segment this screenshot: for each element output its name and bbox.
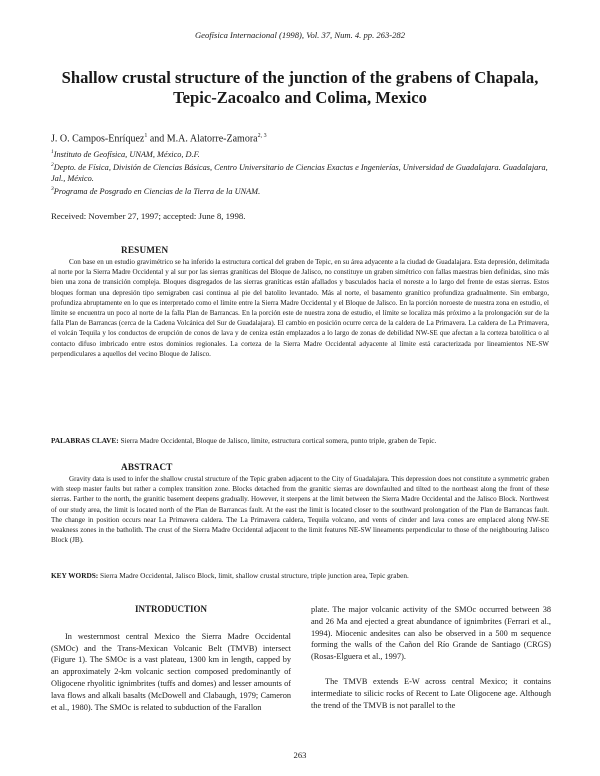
palabras-clave-text: Sierra Madre Occidental, Bloque de Jalisco, límite, estructura cortical somera, punto triple, graben de Tepic. — [118, 436, 437, 445]
abstract-heading: ABSTRACT — [121, 462, 173, 472]
author-1-affil: 1 — [144, 133, 148, 139]
affiliations — [51, 147, 551, 197]
resumen-heading: RESUMEN — [121, 245, 169, 255]
author-2: M.A. Alatorre-Zamora — [166, 133, 258, 145]
affiliation-3-num: 3 — [51, 186, 54, 193]
author-conjunction: and — [147, 133, 167, 145]
introduction-paragraph-1: In westernmost central Mexico the Sierra Madre Occidental (SMOc) and the Trans-Mexican Volcanic Belt (TMVB) intersect (Figure 1). The SMOc is a vast plateau, 1300 km in length, capped by an approximately 2-km volcanic section composed predominantly of Oligocene rhyolitic ignimbrites (tuffs and domes) and lesser amounts of lava flows and alkali basalts (McDowell and Clabaugh, 1979; Cameron et al., 1980). The SMOc is related to subduction of the Farallon — [51, 631, 291, 712]
palabras-clave-label: PALABRAS CLAVE: — [51, 436, 119, 445]
affiliation-1 — [51, 147, 551, 160]
affiliation-2-num: 2 — [51, 161, 54, 168]
resumen-text: Con base en un estudio gravimétrico se ha inferido la estructura cortical del graben de Tepic, en su área adyacente a la ciudad de Guadalajara. Esta depresión, delimitada al norte por la Sierra Madre Occidental y al sur por las sierras graníticas del Bloque de Jalisco, no constituye un graben simétrico con fallas maestras bien definidas, sino más bien una zona de transición compleja. Bloques disgregados de las sierras graníticas están afallados y basculados hacia el noreste a lo largo del frente de estas sierras. Estos bloques forman una depresión tipo semigraben casi continua al pie del batolito levantado. Más al norte, el basamento granítico profundiza gradualmente. Sin embargo, profundiza abruptamente en lo que es interpretado como el límite entre la Sierra Madre Occidental y el Bloque de Jalisco. En la porción noroeste de nuestra zona en estudio, el límite se encuentra un poco al norte de la falla Plan de Barrancas. En la porción este de nuestra zona de estudio, el límite se localiza más próximo a la prolongación sur de la falla Plan de Barrancas (cerca de la Cadena Volcánica del Sur de Guadalajara). El cambio en posición ocurre cerca de la caldera de La Primavera. La caldera de La Primavera, el volcán Tequila y los conductos de erupción de conos de lava y de ceniza están emplazados a lo largo de zonas de debilidad NW-SE que afectan a la corteza batolítica o al contacto difuso imbricado entre estos dominios regionales. La corteza de la Sierra Madre Occidental adyacente al límite está caracterizada por lineamientos NE-SW perpendiculares a aquellos del vecino Bloque de Jalisco. — [51, 258, 549, 358]
key-words-text: Sierra Madre Occidental, Jalisco Block, limit, shallow crustal structure, triple junction area, Tepic graben. — [98, 571, 409, 580]
page-number: 263 — [293, 750, 307, 760]
abstract-text: Gravity data is used to infer the shallow crustal structure of the Tepic graben adjacent to the City of Guadalajara. This depression does not constitute a symmetric graben with steep master faults but rather a complex transition zone. Blocks detached from the granitic sierras are downfaulted and tilted to the northeast along the front of these sierras. Farther to the north, the granitic basement deepens gradually. However, it steepens at the limit between the Sierra Madre Occidental and the Jalisco Block. Northwest of our study area, the limit is located north of the Plan de Barrancas fault. At the east the limit is located closer to the southward prolongation of the Plan de Barrancas fault. The change in position occurs near La Primavera caldera. The La Primavera caldera, Tequila volcano, and vents of cinder and lava cones are emplaced along NW-SE weakness zones in the batholith. The crust of the Sierra Madre Occidental adjacent to the limit features NE-SW lineaments perpendicular to those of the neighbouring Jalisco Block (JB). — [51, 475, 549, 545]
affiliation-2 — [51, 160, 551, 184]
introduction-paragraph-2: plate. The major volcanic activity of the SMOc occurred between 38 and 26 Ma and ejected a great abundance of ignimbrites (Ferrari et al., 1994). Miocenic andesites can also be observed in a 500 m sequence forming the walls of the Cañon del Río Grande de Santiago (CRGS) (Rosas-Elguera et al., 1997). — [311, 605, 551, 662]
author-line — [51, 133, 267, 144]
running-head: Geofísica Internacional (1998), Vol. 37, Num. 4. pp. 263-282 — [194, 30, 406, 40]
paper-title: Shallow crustal structure of the junction of the grabens of Chapala, Tepic-Zacoalco and Colima, Mexico — [61, 68, 539, 107]
author-2-affil: 2, 3 — [257, 133, 267, 139]
author-1: J. O. Campos-Enríquez — [51, 133, 145, 145]
affiliation-1-text: Instituto de Geofísica, UNAM, México, D.F. — [53, 149, 200, 159]
affiliation-2-text: Depto. de Física, División de Ciencias Básicas, Centro Universitario de Ciencias Exactas e Ingenierías, Universidad de Guadalajara. Guadalajara, Jal., México. — [51, 162, 548, 183]
affiliation-3 — [51, 184, 551, 197]
key-words-label: KEY WORDS: — [51, 571, 99, 580]
palabras-clave — [51, 436, 549, 447]
introduction-heading: INTRODUCTION — [134, 604, 207, 614]
introduction-paragraph-3: The TMVB extends E-W across central Mexico; it contains intermediate to silicic rocks of Recent to Late Oligocene age. Although the trend of the TMVB is not parallel to the — [311, 676, 551, 710]
received-dates: Received: November 27, 1997; accepted: June 8, 1998. — [51, 211, 246, 221]
key-words — [51, 571, 549, 582]
affiliation-1-num: 1 — [51, 149, 54, 155]
column-left — [51, 604, 291, 713]
affiliation-3-text: Programa de Posgrado en Ciencias de la Tierra de la UNAM. — [53, 186, 261, 196]
column-right — [311, 604, 551, 711]
